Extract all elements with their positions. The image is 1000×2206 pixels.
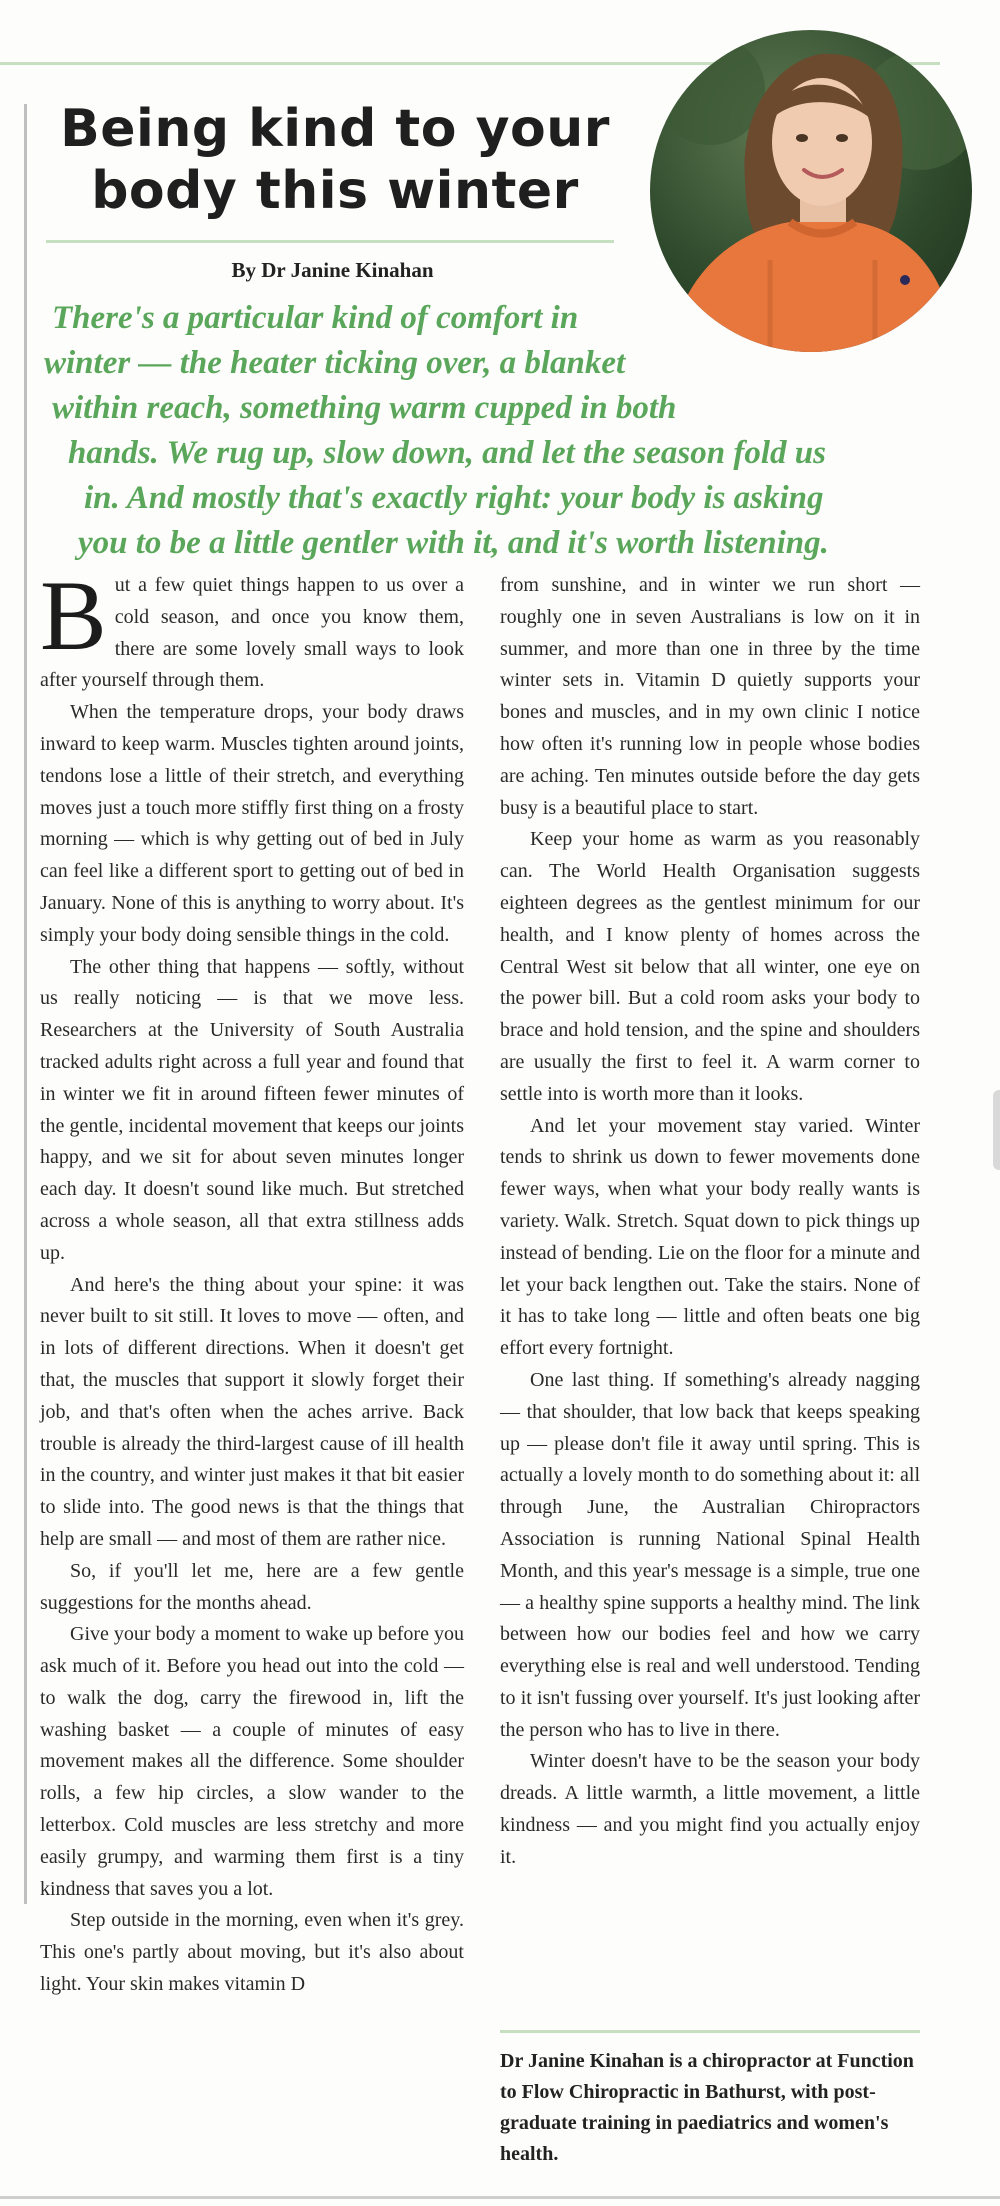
bio-rule — [500, 2030, 920, 2033]
body-paragraph: Winter doesn't have to be the season your body dreads. A little warmth, a little movement, a little kindness — and you might find you actually enjoy it. — [500, 1750, 920, 1868]
author-bio: Dr Janine Kinahan is a chiropractor at Function to Flow Chiropractic in Bathurst, with post-graduate training in paediatrics and women's health. — [500, 2050, 914, 2165]
standfirst-line: hands. We rug up, slow down, and let the season fold us — [68, 435, 826, 471]
body-paragraph: Step outside in the morning, even when it's grey. This one's partly about moving, but it's also about light. Your skin makes vitamin D — [40, 1909, 464, 1996]
body-paragraph: And let your movement stay varied. Winter tends to shrink us down to fewer movements done fewer ways, when what your body really wants is variety. Walk. Stretch. Squat down to pick things up instead of bending. Lie on the floor for a minute and let your back lengthen out. Take the stairs. None of it has to take long — little and often beats one big effort every fortnight. — [500, 1114, 920, 1360]
article-headline: Being kind to your body this winter — [60, 99, 610, 221]
page-edge-mark — [993, 1090, 1000, 1170]
standfirst-line: within reach, something warm cupped in both — [52, 390, 677, 426]
headline-rule — [46, 240, 614, 243]
body-paragraph: from sunshine, and in winter we run short — roughly one in seven Australians is low on it in summer, and more than one in three by the time winter sets in. Vitamin D quietly supports your bones and muscles, and in my own clinic I notice how often it's running low in people whose bodies are aching. Ten minutes outside before the day gets busy is a beautiful place to start. — [500, 574, 920, 819]
standfirst-line: There's a particular kind of comfort in — [52, 300, 579, 336]
drop-cap: B — [40, 560, 107, 671]
body-paragraph: And here's the thing about your spine: it was never built to sit still. It loves to move — often, and in lots of different directions. When it doesn't get that, the muscles that support it slowly forget their job, and that's often when the aches arrive. Back trouble is already the third-largest cause of ill health in the country, and winter just makes it that bit easier to slide into. The good news is that the things that help are small — and most of them are rather nice. — [40, 1273, 464, 1550]
paragraph-text: ut a few quiet things happen to us over a cold season, and once you know them, there are some lovely small ways to look after yourself through them. — [40, 574, 464, 692]
body-paragraph: One last thing. If something's already nagging — that shoulder, that low back that keeps speaking up — please don't file it away until spring. This is actually a lovely month to do something about it: all through June, the Australian Chiropractors Association is running National Spinal Health Month, and this year's message is a simple, true one — a healthy spine supports a healthy mind. The link between how our bodies feel and how we carry everything else is real and well understood. Tending to it isn't fussing over yourself. It's just looking after the person who has to live in there. — [500, 1368, 920, 1741]
standfirst-line: winter — the heater ticking over, a blanket — [44, 345, 626, 381]
body-paragraph: The other thing that happens — softly, without us really noticing — is that we move less. Researchers at the University of South Australia tracked adults right across a full year and found that in winter we fit in around fifteen fewer minutes of the gentle, incidental movement that keeps our joints happy, and we sit for about seven minutes longer each day. It doesn't sound like much. But stretched across a whole season, all that extra stillness adds up. — [40, 955, 464, 1264]
standfirst — [38, 296, 918, 566]
body-paragraph: Keep your home as warm as you reasonably can. The World Health Organisation suggests eighteen degrees as the gentlest minimum for our health, and I know plenty of homes across the Central West sit below that all winter, one eye on the power bill. But a cold room asks your body to brace and hold tension, and the spine and shoulders are usually the first to feel it. A warm corner to settle into is worth more than it looks. — [500, 828, 920, 1105]
bottom-rule — [0, 2196, 1000, 2199]
standfirst-line: in. And mostly that's exactly right: your body is asking — [84, 480, 824, 516]
body-paragraph: When the temperature drops, your body draws inward to keep warm. Muscles tighten around joints, tendons lose a little of their stretch, and everything moves just a touch more stiffly first thing on a frosty morning — which is why getting out of bed in July can feel like a different sport to getting out of bed in January. None of this is anything to worry about. It's simply your body doing sensible things in the cold. — [40, 701, 464, 946]
body-paragraph: So, if you'll let me, here are a few gentle suggestions for the months ahead. — [40, 1559, 464, 1614]
standfirst-line: you to be a little gentler with it, and it's worth listening. — [78, 525, 829, 561]
article-column-left — [40, 560, 464, 2001]
byline: By Dr Janine Kinahan — [231, 258, 434, 282]
left-column-rule — [24, 104, 27, 1904]
article-column-right — [500, 570, 920, 1874]
body-paragraph — [40, 560, 464, 697]
body-paragraph: Give your body a moment to wake up before you ask much of it. Before you head out into the cold — to walk the dog, carry the firewood in, lift the washing basket — a couple of minutes of easy movement makes all the difference. Some shoulder rolls, a few hip circles, a slow wander to the letterbox. Cold muscles are less stretchy and more easily grumpy, and warming them first is a tiny kindness that saves you a lot. — [40, 1623, 464, 1900]
